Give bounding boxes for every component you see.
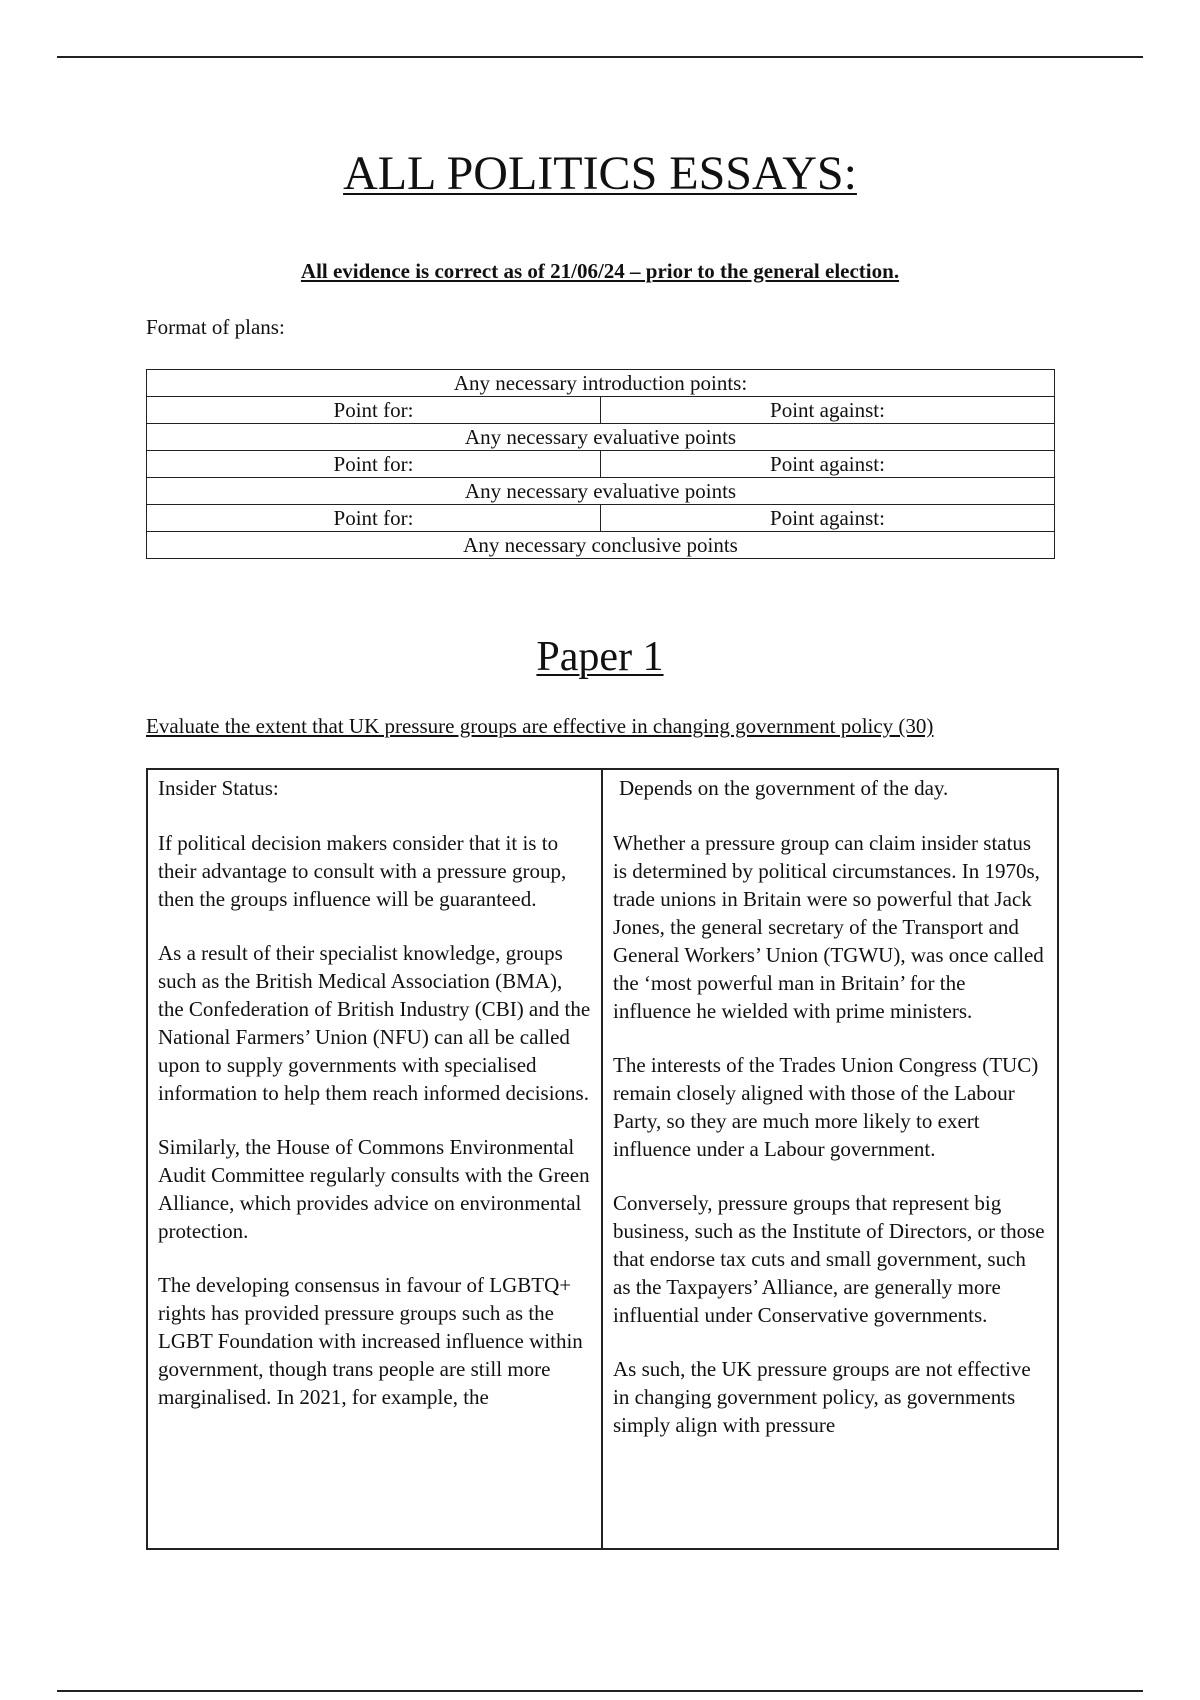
plan-point-for-cell: Point for: [147, 505, 601, 532]
point-for-paragraph: Similarly, the House of Commons Environmental Audit Committee regularly consults with the Green Alliance, which provides advice on environmental protection. [158, 1135, 590, 1243]
bottom-rule [57, 1690, 1143, 1692]
plan-point-against-cell: Point against: [601, 505, 1055, 532]
format-label: Format of plans: [146, 315, 285, 339]
plan-format-table [146, 369, 1055, 559]
point-for-heading: Insider Status: [158, 776, 279, 800]
plan-row-intro [147, 370, 1055, 397]
plan-row-eval [147, 424, 1055, 451]
plan-point-for-cell: Point for: [147, 451, 601, 478]
plan-point-for-cell: Point for: [147, 397, 601, 424]
plan-eval-cell: Any necessary evaluative points [147, 478, 1055, 505]
plan-row-points [147, 451, 1055, 478]
point-against-paragraph: Conversely, pressure groups that represent big business, such as the Institute of Directors, or those that endorse tax cuts and small government, such as the Taxpayers’ Alliance, are generally more influential under Conservative governments. [613, 1191, 1045, 1327]
point-against-paragraph: As such, the UK pressure groups are not effective in changing government policy, as governments simply align with pressure [613, 1357, 1031, 1437]
plan-row-conclusion [147, 532, 1055, 559]
point-against-column [603, 770, 1057, 1548]
essay-question: Evaluate the extent that UK pressure groups are effective in changing government policy (30) [146, 714, 934, 738]
plan-point-against-cell: Point against: [601, 397, 1055, 424]
plan-row-points [147, 505, 1055, 532]
page-title: ALL POLITICS ESSAYS: [343, 147, 857, 200]
plan-row-points [147, 397, 1055, 424]
plan-row-eval [147, 478, 1055, 505]
plan-intro-cell: Any necessary introduction points: [147, 370, 1055, 397]
essay-plan-table [146, 768, 1059, 1550]
point-for-column [148, 770, 603, 1548]
top-rule [57, 56, 1143, 58]
evidence-note: All evidence is correct as of 21/06/24 – prior to the general election. [300, 259, 900, 283]
point-against-paragraph: The interests of the Trades Union Congress (TUC) remain closely aligned with those of the Labour Party, so they are much more likely to exert influence under a Labour government. [613, 1053, 1039, 1161]
plan-point-against-cell: Point against: [601, 451, 1055, 478]
plan-conclusion-cell: Any necessary conclusive points [147, 532, 1055, 559]
plan-eval-cell: Any necessary evaluative points [147, 424, 1055, 451]
point-against-paragraph: Whether a pressure group can claim insider status is determined by political circumstances. In 1970s, trade unions in Britain were so powerful that Jack Jones, the general secretary of the Transport and General Workers’ Union (TGWU), was once called the ‘most powerful man in Britain’ for the influence he wielded with prime ministers. [613, 831, 1044, 1023]
point-for-paragraph: As a result of their specialist knowledge, groups such as the British Medical Association (BMA), the Confederation of British Industry (CBI) and the National Farmers’ Union (NFU) can all be called upon to supply governments with specialised information to help them reach informed decisions. [158, 941, 591, 1105]
point-for-paragraph: The developing consensus in favour of LGBTQ+ rights has provided pressure groups such as the LGBT Foundation with increased influence within government, though trans people are still more marginalised. In 2021, for example, the [158, 1273, 583, 1409]
paper-heading: Paper 1 [536, 634, 664, 680]
point-for-paragraph: If political decision makers consider that it is to their advantage to consult with a pressure group, then the groups influence will be guaranteed. [158, 831, 567, 911]
point-against-heading: Depends on the government of the day. [619, 776, 949, 800]
